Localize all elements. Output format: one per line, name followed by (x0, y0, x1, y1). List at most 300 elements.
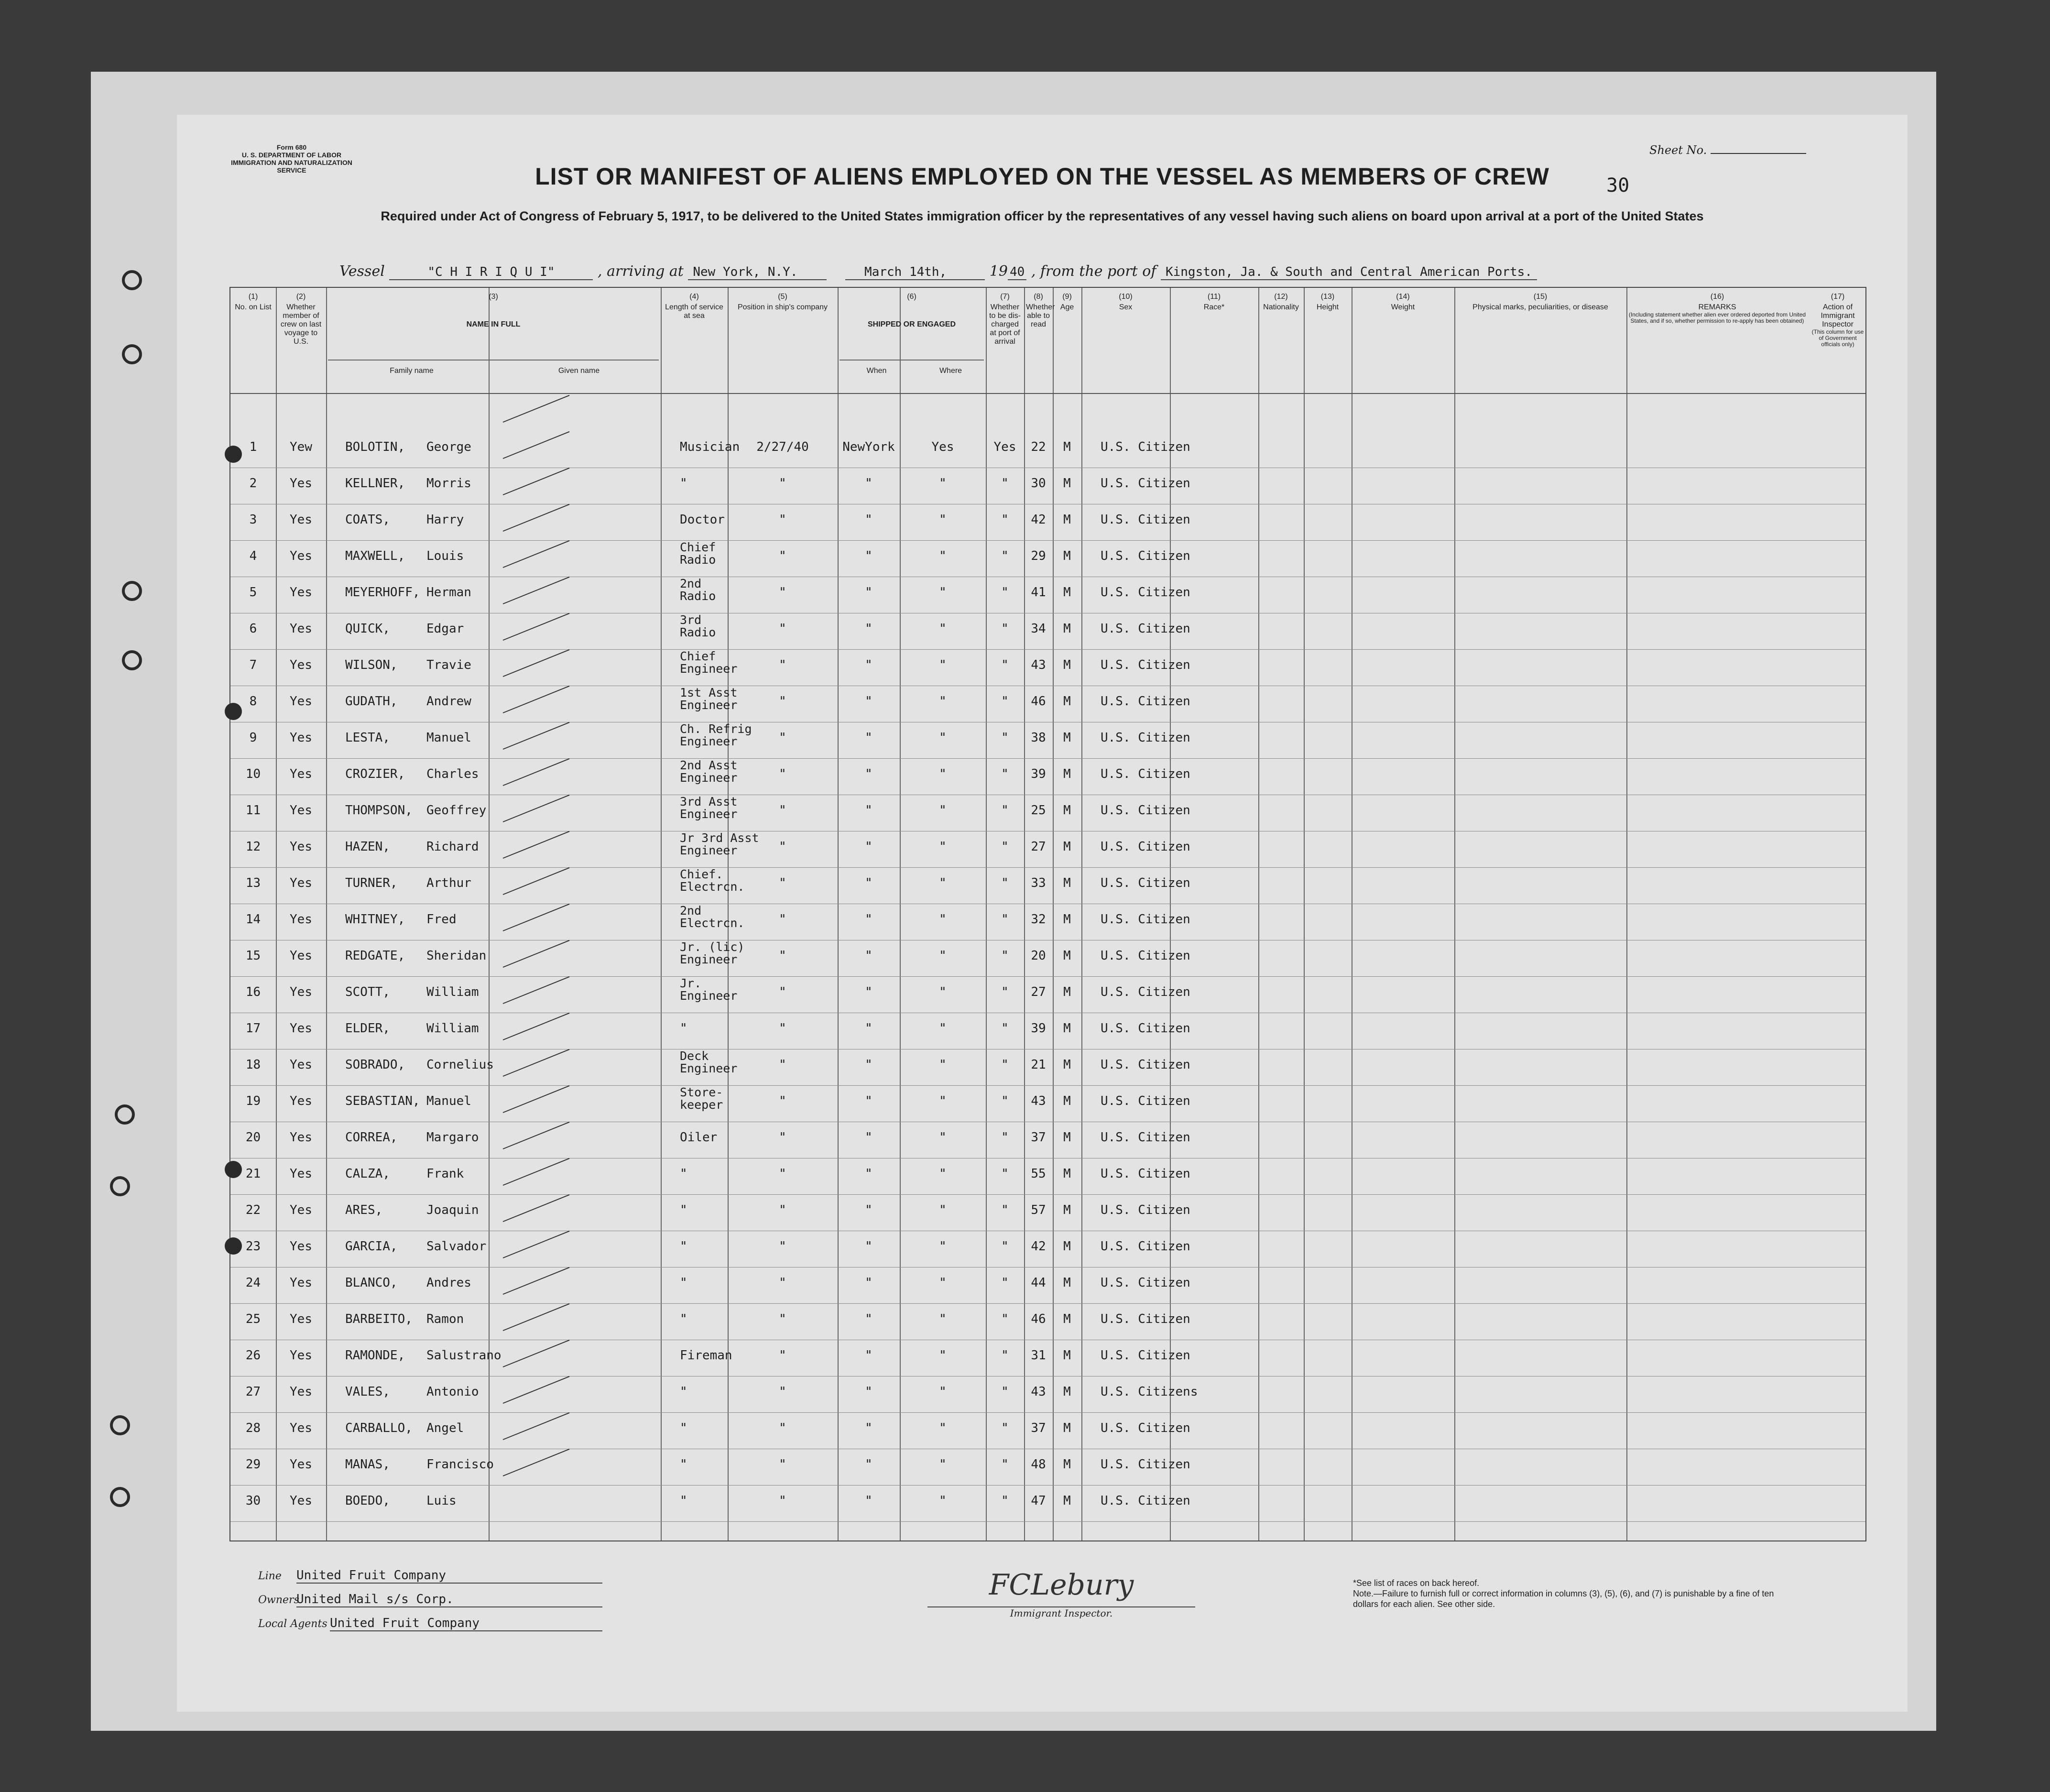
row-number-cell: 5 (249, 585, 257, 600)
family-name-cell: RAMONDE, (345, 1348, 405, 1363)
sex-cell: M (1063, 476, 1071, 491)
binder-ring (122, 344, 142, 364)
previous-voyage-cell: Yew (290, 440, 312, 454)
discharged-cell: " (939, 1239, 947, 1254)
table-row (230, 468, 1865, 504)
family-name-cell: SCOTT, (345, 985, 390, 999)
column-number: (16) (1710, 293, 1724, 301)
position-cell: 1st Asst Engineer (680, 686, 738, 712)
row-number-cell: 30 (245, 1494, 261, 1508)
table-row (230, 1303, 1865, 1340)
age-cell: 43 (1031, 1385, 1046, 1399)
family-name-cell: TURNER, (345, 876, 398, 890)
column-number: (10) (1119, 293, 1133, 301)
previous-voyage-cell: Yes (290, 549, 312, 563)
from-label: , from the port of (1031, 263, 1156, 280)
sex-cell: M (1063, 694, 1071, 709)
page-title: LIST OR MANIFEST OF ALIENS EMPLOYED ON THE VESSEL AS MEMBERS OF CREW (535, 163, 1549, 190)
footnote (1353, 1578, 1783, 1609)
agents-field (258, 1616, 602, 1631)
given-name-cell: Morris (426, 476, 471, 491)
column-subheader: Family name (390, 367, 434, 375)
sex-cell: M (1063, 1421, 1071, 1435)
column-number: (2) (296, 293, 306, 301)
vessel-line (339, 263, 1537, 280)
able-to-read-cell: " (1001, 1494, 1009, 1508)
discharged-cell: " (939, 1203, 947, 1217)
given-name-cell: Joaquin (426, 1203, 479, 1217)
column-header (1456, 293, 1625, 312)
able-to-read-cell: " (1001, 767, 1009, 781)
page-subtitle: Required under Act of Congress of February 5, 1917, to be delivered to the United States immigration officer by the representatives of any vessel having such aliens on board upon arrival at a port of the United States (381, 209, 1704, 223)
race-cell: U.S. Citizens (1101, 1385, 1198, 1399)
shipped-when-cell: " (779, 1167, 786, 1181)
subheader-divider (840, 360, 984, 361)
given-name-cell: Manuel (426, 731, 471, 745)
column-number: (15) (1533, 293, 1548, 301)
column-label: Whether to be dis-charged at port of arrival (989, 303, 1021, 346)
vessel-name: "C H I R I Q U I" (389, 265, 593, 280)
column-label: SHIPPED OR ENGAGED (867, 320, 956, 328)
owners-field (258, 1592, 602, 1607)
previous-voyage-cell: Yes (290, 1348, 312, 1363)
discharged-cell: " (939, 1094, 947, 1108)
family-name-cell: MANAS, (345, 1457, 390, 1472)
able-to-read-cell: " (1001, 1239, 1009, 1254)
race-cell: U.S. Citizen (1101, 949, 1190, 963)
discharged-cell: " (939, 1421, 947, 1435)
previous-voyage-cell: Yes (290, 1457, 312, 1472)
discharged-cell: " (939, 767, 947, 781)
column-label: Action of Immigrant Inspector (1821, 303, 1855, 328)
column-number: (17) (1831, 293, 1845, 301)
column-header (730, 293, 836, 312)
column-subheader: When (866, 367, 887, 375)
column-label: Position in ship's company (737, 303, 828, 311)
row-number-cell: 6 (249, 622, 257, 636)
age-cell: 32 (1031, 912, 1046, 927)
able-to-read-cell: " (1001, 1058, 1009, 1072)
shipped-when-cell: " (779, 876, 786, 890)
given-name-cell: Harry (426, 513, 464, 527)
sex-cell: M (1063, 985, 1071, 999)
binder-ring (110, 1487, 130, 1507)
table-row (230, 431, 1865, 468)
row-number-cell: 28 (245, 1421, 261, 1435)
previous-voyage-cell: Yes (290, 1494, 312, 1508)
row-number-cell: 14 (245, 912, 261, 927)
column-header (1810, 293, 1865, 348)
discharged-cell: " (939, 513, 947, 527)
table-row (230, 722, 1865, 758)
able-to-read-cell: " (1001, 549, 1009, 563)
able-to-read-cell: " (1001, 1276, 1009, 1290)
able-to-read-cell: " (1001, 1348, 1009, 1363)
sex-cell: M (1063, 840, 1071, 854)
vessel-label: Vessel (339, 263, 385, 280)
row-number-cell: 27 (245, 1385, 261, 1399)
position-cell: Chief. Electrcn. (680, 867, 745, 894)
discharged-cell: " (939, 658, 947, 672)
sex-cell: M (1063, 1203, 1071, 1217)
column-header (328, 293, 659, 375)
punch-hole (225, 1237, 242, 1255)
shipped-where-cell: " (865, 513, 872, 527)
able-to-read-cell: " (1001, 912, 1009, 927)
given-name-cell: Richard (426, 840, 479, 854)
family-name-cell: THOMPSON, (345, 803, 413, 818)
age-cell: 27 (1031, 985, 1046, 999)
able-to-read-cell: " (1001, 1457, 1009, 1472)
shipped-when-cell: " (779, 731, 786, 745)
position-cell: " (680, 1276, 687, 1290)
previous-voyage-cell: Yes (290, 1276, 312, 1290)
age-cell: 39 (1031, 1021, 1046, 1036)
shipped-where-cell: " (865, 1094, 872, 1108)
column-number: (3) (489, 293, 498, 301)
given-name-cell: Angel (426, 1421, 464, 1435)
position-cell: " (680, 1421, 687, 1435)
shipped-when-cell: 2/27/40 (756, 440, 809, 454)
column-label: Length of service at sea (665, 303, 723, 320)
race-cell: U.S. Citizen (1101, 912, 1190, 927)
discharged-cell: " (939, 585, 947, 600)
discharged-cell: " (939, 731, 947, 745)
shipped-where-cell: " (865, 949, 872, 963)
shipped-when-cell: " (779, 1130, 786, 1145)
family-name-cell: WILSON, (345, 658, 398, 672)
table-row (230, 649, 1865, 686)
able-to-read-cell: " (1001, 1421, 1009, 1435)
given-name-cell: Frank (426, 1167, 464, 1181)
shipped-when-cell: " (779, 476, 786, 491)
sex-cell: M (1063, 585, 1071, 600)
column-label: Physical marks, peculiarities, or disease (1472, 303, 1608, 311)
family-name-cell: CARBALLO, (345, 1421, 413, 1435)
row-number-cell: 29 (245, 1457, 261, 1472)
race-cell: U.S. Citizen (1101, 767, 1190, 781)
position-cell: Chief Engineer (680, 649, 738, 676)
row-number-cell: 13 (245, 876, 261, 890)
column-header (1055, 293, 1080, 312)
binder-ring (110, 1415, 130, 1435)
table-row (230, 1194, 1865, 1231)
position-cell: Jr. (lic) Engineer (680, 940, 745, 966)
shipped-when-cell: " (779, 549, 786, 563)
previous-voyage-cell: Yes (290, 1203, 312, 1217)
discharged-cell: " (939, 1312, 947, 1326)
shipped-when-cell: " (779, 1457, 786, 1472)
previous-voyage-cell: Yes (290, 912, 312, 927)
shipped-when-cell: " (779, 912, 786, 927)
column-header (1353, 293, 1452, 312)
shipped-when-cell: " (779, 840, 786, 854)
sex-cell: M (1063, 1457, 1071, 1472)
binder-ring (122, 650, 142, 670)
inspector-signature-block (927, 1568, 1195, 1619)
discharged-cell: " (939, 476, 947, 491)
shipped-when-cell: " (779, 985, 786, 999)
column-number: (1) (248, 293, 258, 301)
column-note: (Including statement whether alien ever ordered deported from United States, and if so, whether permission to re-apply has been obtained) (1628, 311, 1806, 324)
able-to-read-cell: " (1001, 622, 1009, 636)
sheet-label: Sheet No. (1649, 143, 1707, 157)
given-name-cell: William (426, 1021, 479, 1036)
column-number: (8) (1034, 293, 1043, 301)
shipped-where-cell: " (865, 1021, 872, 1036)
sex-cell: M (1063, 1021, 1071, 1036)
race-cell: U.S. Citizen (1101, 1421, 1190, 1435)
previous-voyage-cell: Yes (290, 1312, 312, 1326)
able-to-read-cell: " (1001, 658, 1009, 672)
column-header (988, 293, 1022, 346)
table-row (230, 1158, 1865, 1194)
row-number-cell: 10 (245, 767, 261, 781)
age-cell: 20 (1031, 949, 1046, 963)
binder-ring (110, 1176, 130, 1196)
column-header (278, 293, 324, 346)
family-name-cell: BOLOTIN, (345, 440, 405, 454)
age-cell: 42 (1031, 513, 1046, 527)
shipped-where-cell: " (865, 1276, 872, 1290)
column-header (232, 293, 274, 312)
race-cell: U.S. Citizen (1101, 513, 1190, 527)
sex-cell: M (1063, 731, 1071, 745)
position-cell: " (680, 1021, 687, 1036)
given-name-cell: Charles (426, 767, 479, 781)
sex-cell: M (1063, 1276, 1071, 1290)
previous-voyage-cell: Yes (290, 1167, 312, 1181)
age-cell: 37 (1031, 1130, 1046, 1145)
sex-cell: M (1063, 1167, 1071, 1181)
shipped-when-cell: " (779, 1239, 786, 1254)
position-cell: " (680, 1312, 687, 1326)
discharged-cell: " (939, 694, 947, 709)
shipped-where-cell: " (865, 585, 872, 600)
shipped-when-cell: " (779, 585, 786, 600)
row-number-cell: 7 (249, 658, 257, 672)
age-cell: 42 (1031, 1239, 1046, 1254)
shipped-where-cell: " (865, 694, 872, 709)
age-cell: 37 (1031, 1421, 1046, 1435)
age-cell: 21 (1031, 1058, 1046, 1072)
shipped-where-cell: " (865, 1457, 872, 1472)
column-label: Sex (1119, 303, 1133, 311)
shipped-where-cell: NewYork (842, 440, 895, 454)
arriving-label: , arriving at (598, 263, 684, 280)
row-number-cell: 1 (249, 440, 257, 454)
shipped-where-cell: " (865, 1494, 872, 1508)
shipped-where-cell: " (865, 1167, 872, 1181)
able-to-read-cell: " (1001, 985, 1009, 999)
column-subheader: Where (939, 367, 962, 375)
discharged-cell: " (939, 876, 947, 890)
shipped-when-cell: " (779, 949, 786, 963)
shipped-where-cell: " (865, 476, 872, 491)
family-name-cell: LESTA, (345, 731, 390, 745)
column-label: NAME IN FULL (466, 320, 521, 328)
given-name-cell: Louis (426, 549, 464, 563)
given-name-cell: Luis (426, 1494, 457, 1508)
race-cell: U.S. Citizen (1101, 985, 1190, 999)
shipped-where-cell: " (865, 549, 872, 563)
row-divider (230, 1521, 1865, 1522)
race-cell: U.S. Citizen (1101, 585, 1190, 600)
sex-cell: M (1063, 803, 1071, 818)
column-number: (13) (1320, 293, 1335, 301)
family-name-cell: HAZEN, (345, 840, 390, 854)
shipped-where-cell: " (865, 876, 872, 890)
race-cell: U.S. Citizen (1101, 803, 1190, 818)
position-cell: Fireman (680, 1348, 732, 1363)
previous-voyage-cell: Yes (290, 585, 312, 600)
race-cell: U.S. Citizen (1101, 840, 1190, 854)
position-cell: Jr 3rd Asst Engineer (680, 831, 759, 857)
position-cell: Jr. Engineer (680, 976, 738, 1003)
agents-label: Local Agents (258, 1618, 327, 1630)
row-number-cell: 25 (245, 1312, 261, 1326)
footnote-fine: Note.—Failure to furnish full or correct information in columns (3), (5), (6), and (7) is punishable by a fine of ten dollars for each alien. See other side. (1353, 1589, 1774, 1609)
position-cell: 2nd Electrcn. (680, 904, 745, 930)
subheader-divider (328, 360, 659, 361)
binder-ring (122, 581, 142, 601)
race-cell: U.S. Citizen (1101, 1457, 1190, 1472)
previous-voyage-cell: Yes (290, 1094, 312, 1108)
column-header (1306, 293, 1350, 312)
column-label: REMARKS (1698, 303, 1736, 311)
sex-cell: M (1063, 767, 1071, 781)
discharged-cell: " (939, 622, 947, 636)
sex-cell: M (1063, 1058, 1071, 1072)
sex-cell: M (1063, 1312, 1071, 1326)
column-number: (4) (689, 293, 699, 301)
manifest-table (229, 287, 1866, 1541)
sex-cell: M (1063, 622, 1071, 636)
given-name-cell: Margaro (426, 1130, 479, 1145)
race-cell: U.S. Citizen (1101, 1239, 1190, 1254)
race-cell: U.S. Citizen (1101, 549, 1190, 563)
family-name-cell: VALES, (345, 1385, 390, 1399)
discharged-cell: " (939, 1385, 947, 1399)
able-to-read-cell: " (1001, 803, 1009, 818)
shipped-when-cell: " (779, 1348, 786, 1363)
row-number-cell: 22 (245, 1203, 261, 1217)
sex-cell: M (1063, 912, 1071, 927)
column-number: (12) (1274, 293, 1288, 301)
column-label: No. on List (235, 303, 272, 311)
family-name-cell: SEBASTIAN, (345, 1094, 420, 1108)
shipped-when-cell: " (779, 658, 786, 672)
sex-cell: M (1063, 1348, 1071, 1363)
position-cell: " (680, 1457, 687, 1472)
family-name-cell: ARES, (345, 1203, 383, 1217)
table-row (230, 904, 1865, 940)
row-number-cell: 8 (249, 694, 257, 709)
family-name-cell: COATS, (345, 513, 390, 527)
age-cell: 30 (1031, 476, 1046, 491)
age-cell: 55 (1031, 1167, 1046, 1181)
race-cell: U.S. Citizen (1101, 1021, 1190, 1036)
column-number: (5) (778, 293, 787, 301)
table-row (230, 976, 1865, 1013)
shipped-where-cell: " (865, 803, 872, 818)
able-to-read-cell: " (1001, 949, 1009, 963)
age-cell: 34 (1031, 622, 1046, 636)
table-row (230, 1231, 1865, 1267)
given-name-cell: Salustrano (426, 1348, 502, 1363)
given-name-cell: Ramon (426, 1312, 464, 1326)
race-cell: U.S. Citizen (1101, 476, 1190, 491)
race-cell: U.S. Citizen (1101, 731, 1190, 745)
row-number-cell: 12 (245, 840, 261, 854)
discharged-cell: " (939, 1021, 947, 1036)
race-cell: U.S. Citizen (1101, 1167, 1190, 1181)
family-name-cell: CROZIER, (345, 767, 405, 781)
position-cell: " (680, 1203, 687, 1217)
signature-label: Immigrant Inspector. (1010, 1607, 1113, 1619)
able-to-read-cell: Yes (993, 440, 1016, 454)
column-header (840, 293, 984, 375)
sex-cell: M (1063, 1239, 1071, 1254)
race-cell: U.S. Citizen (1101, 658, 1190, 672)
shipped-where-cell: " (865, 840, 872, 854)
family-name-cell: GUDATH, (345, 694, 398, 709)
sex-cell: M (1063, 1130, 1071, 1145)
race-cell: U.S. Citizen (1101, 1203, 1190, 1217)
given-name-cell: Travie (426, 658, 471, 672)
previous-voyage-cell: Yes (290, 840, 312, 854)
age-cell: 29 (1031, 549, 1046, 563)
shipped-when-cell: " (779, 1312, 786, 1326)
row-number-cell: 19 (245, 1094, 261, 1108)
sex-cell: M (1063, 876, 1071, 890)
able-to-read-cell: " (1001, 840, 1009, 854)
table-row (230, 540, 1865, 577)
column-label: Nationality (1263, 303, 1299, 311)
footnote-races: *See list of races on back hereof. (1353, 1578, 1480, 1588)
column-header (1628, 293, 1806, 324)
sheet-underline (1711, 153, 1806, 154)
shipped-where-cell: " (865, 767, 872, 781)
shipped-when-cell: " (779, 1021, 786, 1036)
table-row (230, 758, 1865, 795)
race-cell: U.S. Citizen (1101, 622, 1190, 636)
sex-cell: M (1063, 513, 1071, 527)
table-row (230, 686, 1865, 722)
column-label: Whether member of crew on last voyage to U.S. (280, 303, 322, 346)
table-row (230, 1122, 1865, 1158)
row-number-cell: 3 (249, 513, 257, 527)
able-to-read-cell: " (1001, 513, 1009, 527)
row-number-cell: 24 (245, 1276, 261, 1290)
family-name-cell: ELDER, (345, 1021, 390, 1036)
column-subheader: Given name (558, 367, 600, 375)
footer-agents (258, 1568, 602, 1640)
previous-voyage-cell: Yes (290, 513, 312, 527)
given-name-cell: Herman (426, 585, 471, 600)
given-name-cell: Salvador (426, 1239, 487, 1254)
race-cell: U.S. Citizen (1101, 1312, 1190, 1326)
shipped-when-cell: " (779, 803, 786, 818)
sex-cell: M (1063, 549, 1071, 563)
shipped-when-cell: " (779, 1421, 786, 1435)
race-cell: U.S. Citizen (1101, 1094, 1190, 1108)
column-header (1172, 293, 1256, 312)
family-name-cell: KELLNER, (345, 476, 405, 491)
table-row (230, 1412, 1865, 1449)
table-row (230, 504, 1865, 540)
age-cell: 47 (1031, 1494, 1046, 1508)
